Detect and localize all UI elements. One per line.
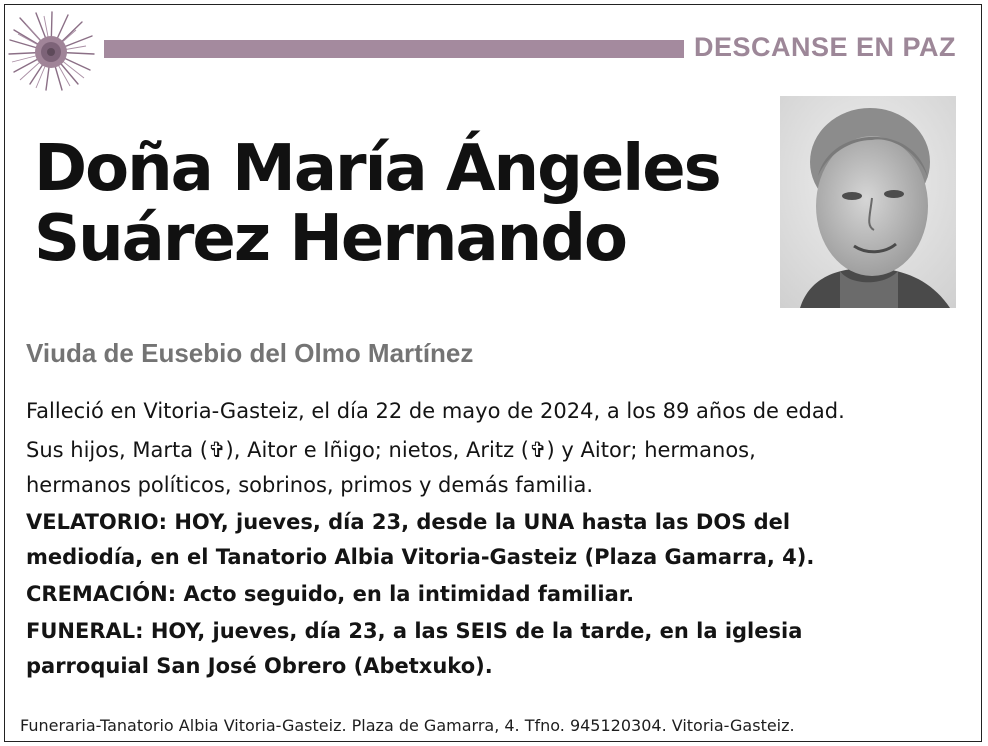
death-statement: Falleció en Vitoria-Gasteiz, el día 22 de mayo de 2024, a los 89 años de edad. [26,399,845,423]
velatorio-line2: mediodía, en el Tanatorio Albia Vitoria-Gasteiz (Plaza Gamarra, 4). [26,545,815,569]
velatorio-line1: VELATORIO: HOY, jueves, día 23, desde la UNA hasta las DOS del [26,510,791,534]
funeral-home-footer: Funeraria-Tanatorio Albia Vitoria-Gasteiz. Plaza de Gamarra, 4. Tfno. 945120304. Vitoria-Gasteiz. [20,716,795,735]
deceased-name [34,134,720,274]
family-line2: hermanos políticos, sobrinos, primos y demás familia. [26,473,594,497]
thistle-flower-icon [6,10,96,92]
funeral-line1: FUNERAL: HOY, jueves, día 23, a las SEIS de la tarde, en la iglesia [26,619,803,643]
cremacion-line: CREMACIÓN: Acto seguido, en la intimidad familiar. [26,582,635,606]
header-tag: DESCANSE EN PAZ [694,32,957,62]
deceased-name-line1: Doña María Ángeles [34,132,720,206]
funeral-line2: parroquial San José Obrero (Abetxuko). [26,654,493,678]
subtitle-widow-of: Viuda de Eusebio del Olmo Martínez [26,338,474,368]
deceased-name-line2: Suárez Hernando [34,202,626,276]
portrait-photo [780,96,956,308]
family-line1: Sus hijos, Marta (✞), Aitor e Iñigo; nietos, Aritz (✞) y Aitor; hermanos, [26,438,756,462]
notice-body [26,393,966,685]
header-rule-bar [104,40,684,58]
